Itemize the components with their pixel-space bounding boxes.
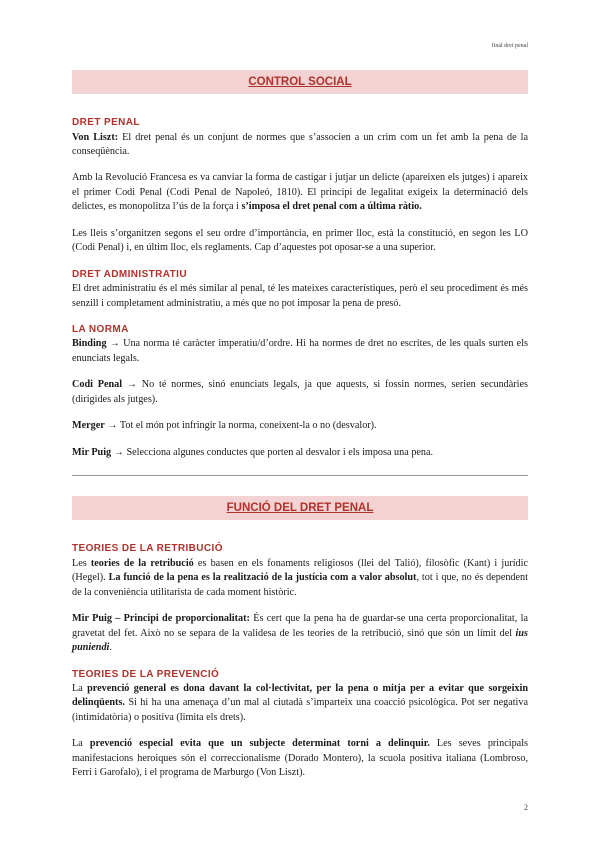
section-banner-funcio-dret-penal: FUNCIÓ DEL DRET PENAL — [72, 496, 528, 520]
heading-teories-retribucio: TEORIES DE LA RETRIBUCIÓ — [72, 543, 223, 555]
paragraph-mir-puig: Mir Puig → Selecciona algunes conductes que porten al desvalor i els imposa una pena. — [72, 446, 434, 458]
page-header: final dret penal — [491, 43, 528, 49]
paragraph-prevencio-especial: La prevenció especial evita que un subjecte determinat torni a delinquir. Les seves principals manifestacions heroiques són el correccionalisme (Dorado Montero), la scuola positiva italiana (Lombroso, Ferri i Garofalo), i el programa de Marburgo (Von Liszt). — [72, 738, 528, 779]
heading-la-norma: LA NORMA — [72, 324, 129, 336]
term-mir-puig-proporcionalitat: Mir Puig – Principi de proporcionalitat: — [72, 613, 250, 625]
heading-teories-prevencio: TEORIES DE LA PREVENCIÓ — [72, 668, 220, 680]
paragraph-merger: Merger → Tot el món pot infringir la norma, coneixent-la o no (desvalor). — [72, 420, 377, 432]
paragraph-proporcionalitat: Mir Puig – Principi de proporcionalitat: És cert que la pena ha de guardar-se una certa proporcionalitat, la gravetat del fet. Això no se separa de la validesa de les teories de la retribució, sinó que són un límit del ius puniendi. — [72, 613, 528, 654]
term-ius-puniendi: ius puniendi — [72, 627, 528, 654]
term-mir-puig: Mir Puig — [72, 446, 112, 458]
paragraph-prevencio-general: La prevenció general es dona davant la col·lectivitat, per la pena o mitja per a evitar que sorgeixin delinqüents. Si hi ha una amenaça d’un mal al ciutadà s’imparteix una coacció psicològica. Pot ser negativa (intimidatòria) o positiva (limita els drets). — [72, 682, 528, 723]
term-von-liszt: Von Liszt: — [72, 131, 119, 143]
section-divider — [72, 475, 528, 476]
paragraph-codi-penal: Codi Penal → No té normes, sinó enunciats legals, ja que aquests, si fossin normes, serien secundàries (dirigides als jutges). — [72, 379, 528, 405]
document-body — [72, 70, 528, 781]
term-merger: Merger — [72, 420, 105, 432]
section-banner-control-social: CONTROL SOCIAL — [72, 70, 528, 94]
paragraph-von-liszt: Von Liszt: El dret penal és un conjunt de normes que s’associen a un crim com un fet amb la pena de la conseqüència. — [72, 131, 528, 157]
emphasis-ultima-ratio: s’imposa el dret penal com a última ràtio. — [241, 201, 422, 213]
term-binding: Binding — [72, 338, 107, 350]
heading-dret-penal: DRET PENAL — [72, 117, 140, 129]
paragraph-revolucio: Amb la Revolució Francesa es va canviar la forma de castigar i jutjar un delicte (apareixen els jutges) i apareix el primer Codi Penal (Codi Penal de Napoleó, 1810). El principi de legalitat exigeix la determinació dels delictes, es monopolitza l’ús de la força i s’imposa el dret penal com a última ràtio. — [72, 172, 528, 213]
paragraph-dret-administratiu: El dret administratiu és el més similar al penal, té les mateixes característiques, però el seu procediment és més senzill i completament administratiu, a més que no pot imposar la pena de presó. — [72, 283, 528, 309]
term-codi-penal: Codi Penal — [72, 379, 123, 391]
paragraph-binding: Binding → Una norma té caràcter imperatiu/d’ordre. Hi ha normes de dret no escrites, de les quals surten els enunciats legals. — [72, 338, 528, 364]
page-number: 2 — [524, 803, 528, 812]
paragraph-lleis: Les lleis s’organitzen segons el seu ordre d’importància, en primer lloc, està la constitució, en segon les LO (Codi Penal) i, en últim lloc, els reglaments. Cap d’aquestes pot oposar-se a una superior. — [72, 227, 528, 254]
heading-dret-administratiu: DRET ADMINISTRATIU — [72, 268, 187, 280]
paragraph-retribucio: Les teories de la retribució es basen en els fonaments religiosos (llei del Talió), filosòfic (Kant) i jurídic (Hegel). La funció de la pena es la realització de la justícia com a valor absolut, tot i que, no és dependent de la conveniència utilitarista de cada moment històric. — [72, 557, 528, 598]
